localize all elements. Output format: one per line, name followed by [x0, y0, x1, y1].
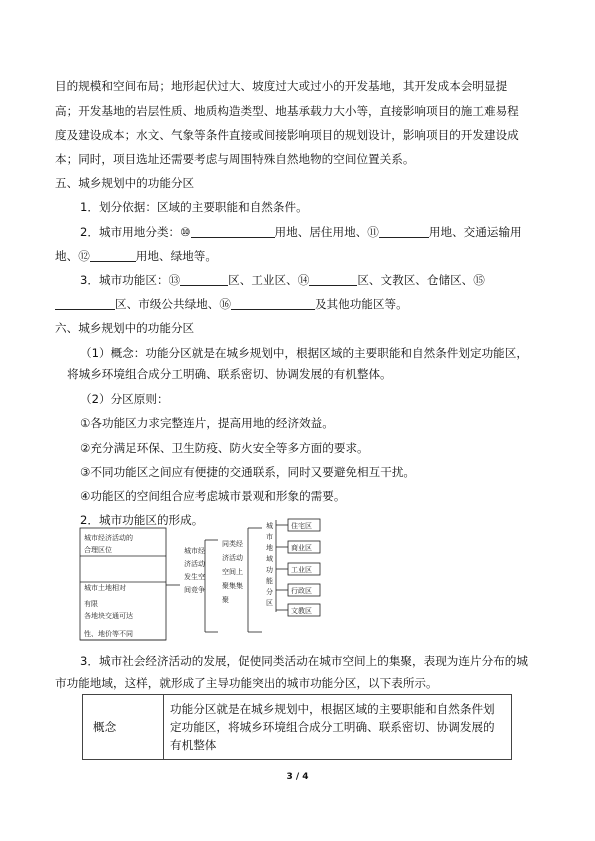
text-fragment: 2．城市用地分类：⑩: [80, 225, 191, 239]
table-row: [83, 695, 512, 760]
section-6-heading: 六、城乡规划中的功能分区: [55, 321, 195, 335]
principle-2: ②充分满足环保、卫生防疫、防火安全等多方面的要求。: [80, 441, 369, 455]
mid2-text-3: 空间上: [222, 568, 243, 576]
principle-3: ③不同功能区之间应有便捷的交通联系，同时又要避免相互干扰。: [80, 465, 416, 479]
mid3-text-3: 地: [266, 544, 273, 552]
principle-4: ④功能区的空间组合应考虑城市景观和形象的需要。: [80, 489, 346, 503]
mid-column-3: [266, 521, 273, 607]
out-label-1: 住宅区: [291, 522, 312, 530]
mid1-text-2: 济活动: [184, 560, 205, 568]
input-2-line-2: 有限: [84, 600, 98, 608]
out-label-2: 商业区: [291, 544, 312, 552]
out-label-3: 工业区: [291, 566, 312, 574]
mid2-text-1: 同类经: [222, 540, 243, 548]
input-column: [80, 528, 166, 640]
section-5-item-1: 1．划分依据：区域的主要职能和自然条件。: [80, 200, 308, 214]
mid3-text-4: 域: [266, 555, 273, 563]
text-fragment: 区、工业区、⑭: [228, 273, 310, 287]
mid2-text-5: 聚: [222, 596, 229, 604]
mid3-text-2: 市: [266, 533, 273, 541]
input-3-line-2: 性、地价等不同: [84, 630, 133, 638]
table-content-cell: 功能分区就是在城乡规划中，根据区域的主要职能和自然条件划定功能区，将城乡环境组合成分工明确、联系密切、协调发展的有机整体: [164, 695, 512, 760]
text-fragment: 用地、绿地等。: [135, 249, 217, 263]
text-line-3: 度及建设成本；水文、气象等条件直接或间接影响项目的规划设计，影响项目的开发建设成: [55, 128, 519, 142]
out-label-5: 文教区: [291, 607, 312, 615]
text-fragment: 3．城市功能区：⑬: [80, 273, 181, 287]
input-1-line-2: 合理区位: [84, 546, 112, 554]
paragraph-3-line-2: 市功能地域，这样，就形成了主导功能突出的城市功能分区，以下表所示。: [55, 676, 438, 690]
input-1-line-1: 城市经济活动的: [84, 534, 133, 542]
text-fragment: 用地、居住用地、⑪: [274, 225, 379, 239]
concept-table: [82, 694, 512, 760]
mid1-text-3: 发生空: [184, 573, 205, 581]
input-3-line-1: 各地块交通可达: [84, 612, 133, 620]
table-label-cell: 概念: [83, 695, 164, 760]
mid3-text-5: 功: [266, 566, 273, 574]
concept-line-2: 将城乡环境组合成分工明确、联系密切、协调发展的有机整体。: [67, 367, 392, 381]
text-line-2: 高；开发基地的岩层性质、地质构造类型、地基承载力大小等，直接影响项目的施工难易程: [55, 104, 519, 118]
text-line-1: 目的规模和空间布局；地形起伏过大、坡度过大或过小的开发基地，其开发成本会明显提: [55, 79, 508, 93]
mid-column-2: [222, 539, 243, 604]
mid-column-1: [184, 546, 205, 594]
out-label-4: 行政区: [291, 587, 312, 595]
text-line-4: 本；同时，项目选址还需要考虑与周围特殊自然地物的空间位置关系。: [55, 152, 415, 166]
formation-heading: 2．城市功能区的形成。: [80, 513, 204, 527]
mid1-text-4: 间竞争: [184, 586, 205, 594]
mid2-text-4: 聚集集: [222, 582, 243, 590]
mid3-text-6: 能: [266, 577, 273, 585]
paragraph-3-line-1: 3．城市社会经济活动的发展，促使同类活动在城市空间上的集聚，表现为连片分布的城: [80, 654, 528, 668]
text-fragment: 及其他功能区等。: [314, 297, 408, 311]
mid2-text-2: 济活动: [222, 554, 243, 562]
concept-line-1: （1）概念：功能分区就是在城乡规划中，根据区域的主要职能和自然条件划定功能区，: [80, 346, 528, 360]
input-2-line-1: 城市土地相对: [84, 584, 126, 592]
text-fragment: 用地、交通运输用: [428, 225, 522, 239]
text-fragment: 区、文教区、仓储区、⑮: [357, 273, 485, 287]
principles-heading: （2）分区原则：: [80, 392, 169, 406]
page-number: 3 / 4: [286, 772, 309, 782]
principle-1: ①各功能区力求完整连片，提高用地的经济效益。: [80, 416, 334, 430]
text-fragment: 地、⑫: [55, 249, 90, 263]
mid3-text-1: 城: [266, 522, 273, 530]
mid1-text-1: 城市经: [184, 547, 205, 555]
mid3-text-7: 分: [266, 588, 273, 596]
output-column: [276, 519, 320, 616]
text-fragment: 区、市级公共绿地、⑯: [115, 297, 231, 311]
section-5-heading: 五、城乡规划中的功能分区: [55, 176, 195, 190]
mid3-text-8: 区: [266, 599, 273, 607]
